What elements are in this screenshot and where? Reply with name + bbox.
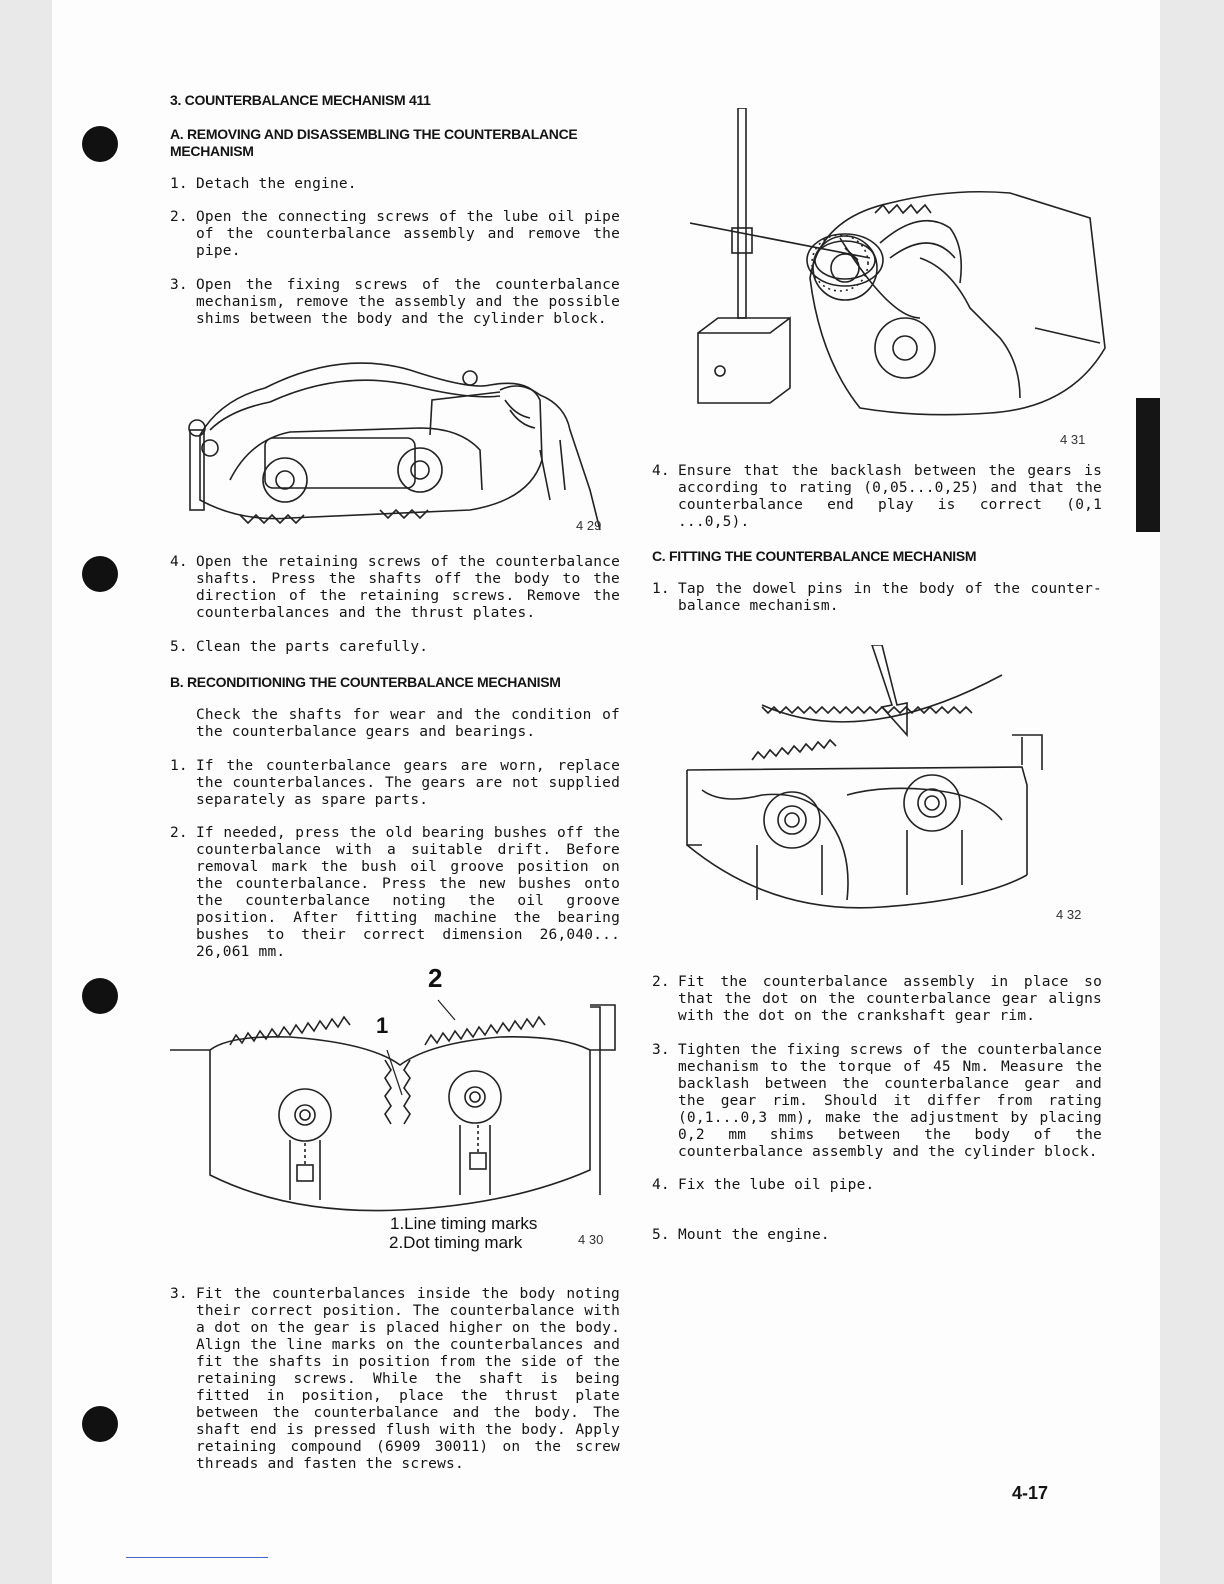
step-number: 2. (652, 974, 670, 990)
step-number: 1. (652, 581, 670, 597)
binder-hole (82, 1406, 118, 1442)
divider (126, 1557, 268, 1558)
step-number: 4. (170, 554, 188, 570)
step-number: 3. (652, 1042, 670, 1058)
figure-number: 4 32 (1056, 907, 1082, 922)
section-title: 3. COUNTERBALANCE MECHANISM 411 (170, 92, 431, 108)
figure-caption-line: 1.Line timing marks (390, 1214, 538, 1233)
step-text: If needed, press the old bearing bushes off the counterbalance with a suitable drift. Before removal mark the bush oil groove position on the counterbalance. Press the new bushes onto the counterbalance noting the oil groove position. After fitting machine the bearing bushes to their correct dimension 26,040... 26,061 mm. (196, 825, 620, 960)
step-text: Fix the lube oil pipe. (678, 1177, 875, 1193)
step-number: 2. (170, 209, 188, 225)
step-text: Fit the counterbalance assembly in place so that the dot on the counterbalance gear aligns with the dot on the crankshaft gear rim. (678, 974, 1102, 1024)
figure-number: 4 31 (1060, 432, 1086, 447)
binder-hole (82, 126, 118, 162)
heading-a: A. REMOVING AND DISASSEMBLING THE COUNTERBALANCE MECHANISM (170, 126, 578, 159)
step-text: Tap the dowel pins in the body of the counter- balance mechanism. (678, 581, 1102, 614)
callout-1: 1 (376, 1013, 389, 1038)
step-text: Tighten the fixing screws of the counterbalance mechanism to the torque of 45 Nm. Measure the backlash between the counterbalance gear and the gear rim. Should it differ from rating (0,1...0,3 mm), make the adjustment by placing 0,2 mm shims between the body of the counterbalance assembly and the cylinder block. (678, 1042, 1102, 1160)
step-number: 3. (170, 277, 188, 293)
figure-caption-dot: 2.Dot timing mark (389, 1233, 523, 1252)
step-text: Detach the engine. (196, 176, 357, 192)
figure-4-31-illustration (690, 108, 1110, 438)
step-text: Open the retaining screws of the counterbalance shafts. Press the shafts off the body to the direction of the retaining screws. Remove the counterbalances and the thrust plates. (196, 554, 620, 621)
step-number: 1. (170, 758, 188, 774)
step-number: 3. (170, 1286, 188, 1302)
callout-2: 2 (428, 965, 443, 993)
figure-number: 4 29 (576, 518, 602, 533)
figure-4-29-illustration (170, 340, 620, 540)
binder-hole (82, 978, 118, 1014)
heading-b: B. RECONDITIONING THE COUNTERBALANCE MECHANISM (170, 674, 561, 690)
figure-4-30-illustration (170, 965, 620, 1215)
figure-4-32-illustration (682, 645, 1082, 910)
section-tab (1136, 398, 1160, 532)
step-text: Clean the parts carefully. (196, 639, 429, 655)
step-number: 5. (170, 639, 188, 655)
step-number: 4. (652, 463, 670, 479)
intro-text: Check the shafts for wear and the condition of the counterbalance gears and bearings. (196, 707, 620, 740)
step-number: 4. (652, 1177, 670, 1193)
step-number: 5. (652, 1227, 670, 1243)
step-text: Mount the engine. (678, 1227, 830, 1243)
binder-hole (82, 556, 118, 592)
step-text: Fit the counterbalances inside the body noting their correct position. The counterbalance with a dot on the gear is placed higher on the body. Align the line marks on the counterbalances and fit the shafts in position from the side of the retaining screws. While the shaft is being fitted in position, place the thrust plate between the counterbalance and the body. The shaft end is pressed flush with the body. Apply retaining compound (6909 30011) on the screw threads and fasten the screws. (196, 1286, 620, 1472)
step-text: If the counterbalance gears are worn, replace the counterbalances. The gears are not supplied separately as spare parts. (196, 758, 620, 808)
step-text: Ensure that the backlash between the gears is according to rating (0,05...0,25) and that the counterbalance end play is correct (0,1 ...0,5). (678, 463, 1102, 530)
step-text: Open the connecting screws of the lube oil pipe of the counterbalance assembly and remove the pipe. (196, 209, 620, 259)
step-number: 1. (170, 176, 188, 192)
step-number: 2. (170, 825, 188, 841)
step-text: Open the fixing screws of the counterbalance mechanism, remove the assembly and the possible shims between the body and the cylinder block. (196, 277, 620, 327)
page-number: 4-17 (1012, 1483, 1049, 1503)
heading-c: C. FITTING THE COUNTERBALANCE MECHANISM (652, 548, 977, 564)
figure-number: 4 30 (578, 1232, 604, 1247)
